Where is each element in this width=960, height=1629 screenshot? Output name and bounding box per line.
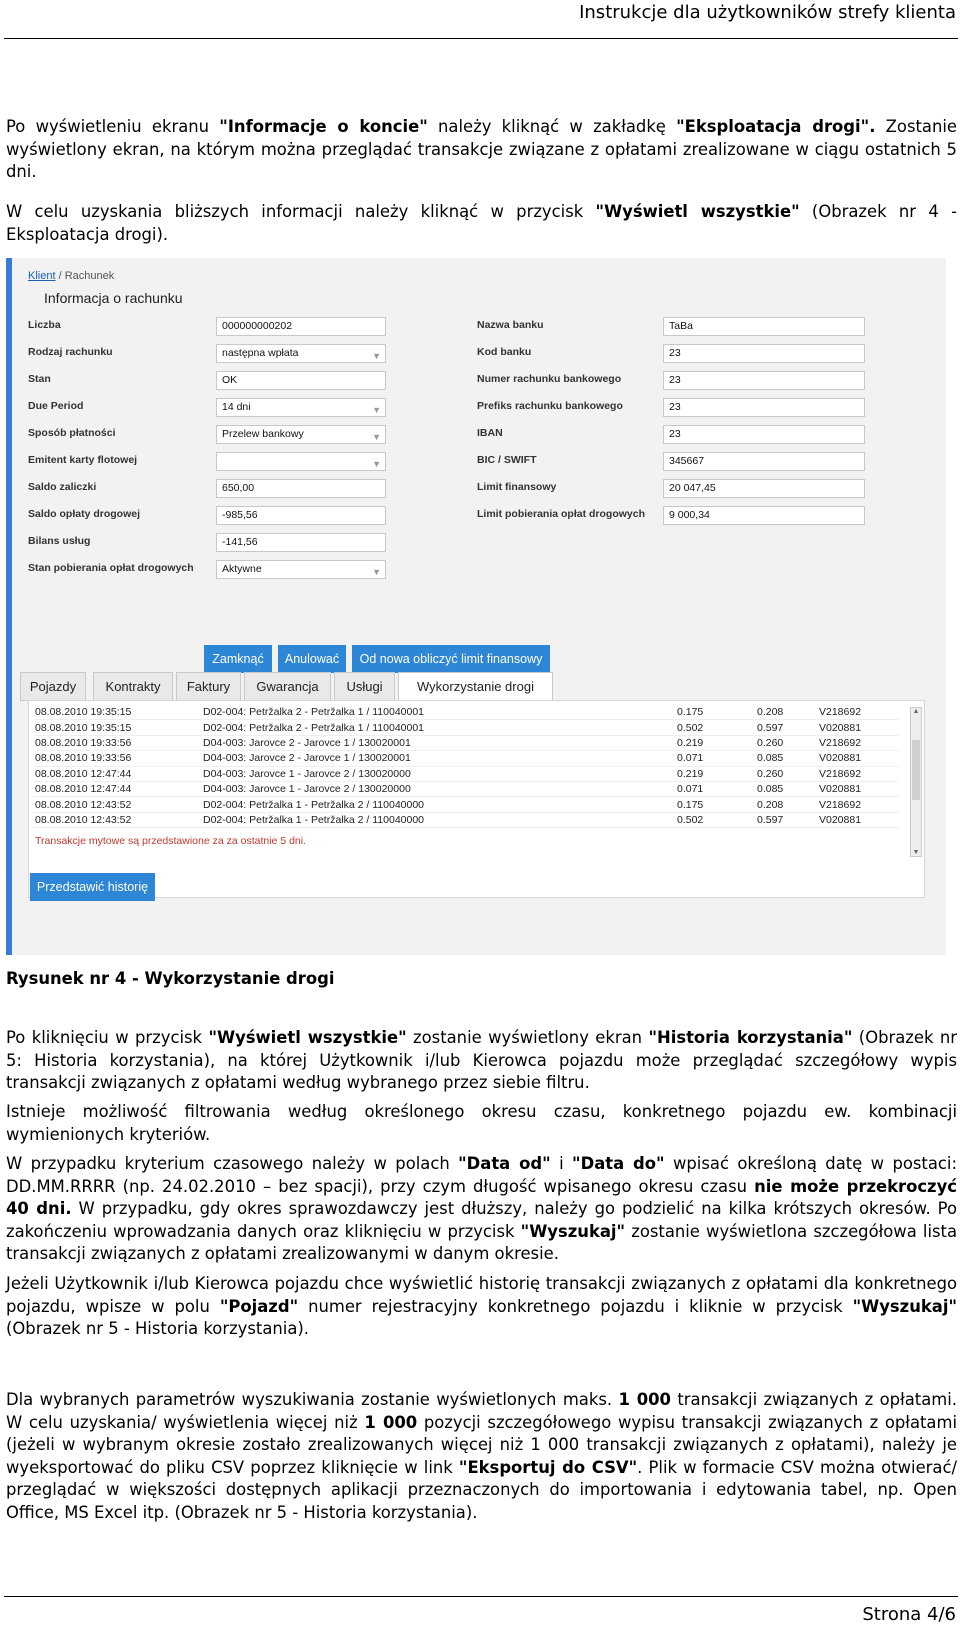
table-cell: 0.260 — [757, 766, 819, 781]
table-cell: V020881 — [819, 812, 899, 827]
field-label: Nazwa banku — [477, 319, 544, 331]
table-cell: D02-004: Petržalka 1 - Petržalka 2 / 110040000 — [203, 797, 677, 812]
field-value: następna wpłata — [222, 347, 299, 359]
account-info-title: Informacja o rachunku — [44, 290, 183, 306]
field-input[interactable] — [216, 533, 386, 552]
field-value: 14 dni — [222, 401, 251, 413]
tab-pojazdy[interactable]: Pojazdy — [20, 672, 86, 701]
field-label: Liczba — [28, 319, 61, 331]
field-select[interactable] — [216, 452, 386, 471]
field-input[interactable] — [216, 317, 386, 336]
field-value: -985,56 — [222, 509, 258, 521]
field-select[interactable] — [216, 425, 386, 444]
scroll-down-arrow-icon[interactable]: ▼ — [912, 849, 920, 856]
field-label: Bilans usług — [28, 535, 91, 547]
table-row[interactable] — [35, 735, 899, 750]
intro-paragraph-2: W celu uzyskania bliższych informacji należy kliknąć w przycisk "Wyświetl wszystkie" (Obrazek nr 4 - Eksploatacja drogi). — [6, 202, 957, 244]
table-cell: D02-004: Petržalka 1 - Petržalka 2 / 110040000 — [203, 812, 677, 827]
table-cell: 0.597 — [757, 812, 819, 827]
body-paragraph-2: Istnieje możliwość filtrowania według określonego okresu czasu, konkretnego pojazdu ew. kombinacji wymienionych kryteriów. — [6, 1102, 957, 1144]
figure-caption: Rysunek nr 4 - Wykorzystanie drogi — [6, 969, 335, 988]
table-cell: 08.08.2010 19:35:15 — [35, 705, 203, 720]
field-label: IBAN — [477, 427, 503, 439]
table-cell: V020881 — [819, 781, 899, 796]
close-button[interactable]: Zamknąć — [204, 645, 272, 673]
tab-usługi[interactable]: Usługi — [334, 672, 395, 701]
field-select[interactable] — [216, 560, 386, 579]
table-cell: 0.071 — [677, 751, 757, 766]
field-label: Limit pobierania opłat drogowych — [477, 508, 646, 520]
table-cell: V218692 — [819, 735, 899, 750]
scroll-thumb[interactable] — [912, 740, 920, 800]
table-cell: D04-003: Jarovce 2 - Jarovce 1 / 130020001 — [203, 735, 677, 750]
document-header-title: Instrukcje dla użytkowników strefy klienta — [579, 2, 956, 23]
field-label: Saldo zaliczki — [28, 481, 97, 493]
dropdown-arrow-icon[interactable]: ▼ — [372, 432, 381, 442]
field-input[interactable]: 23 — [663, 344, 865, 363]
field-label: Numer rachunku bankowego — [477, 373, 622, 385]
field-input[interactable]: 345667 — [663, 452, 865, 471]
table-cell: 0.085 — [757, 751, 819, 766]
field-value: Przelew bankowy — [222, 428, 304, 440]
field-input[interactable]: 23 — [663, 398, 865, 417]
page-number: Strona 4/6 — [862, 1604, 956, 1625]
field-label: Due Period — [28, 400, 84, 412]
table-cell: D02-004: Petržalka 2 - Petržalka 1 / 110040001 — [203, 720, 677, 735]
table-cell: 08.08.2010 12:43:52 — [35, 797, 203, 812]
table-cell: V020881 — [819, 751, 899, 766]
field-label: Kod banku — [477, 346, 532, 358]
field-input[interactable] — [216, 371, 386, 390]
table-cell: 0.502 — [677, 812, 757, 827]
field-select[interactable] — [216, 344, 386, 363]
table-row[interactable] — [35, 705, 899, 720]
table-cell: V218692 — [819, 766, 899, 781]
table-cell: 0.085 — [757, 781, 819, 796]
show-history-button[interactable]: Przedstawić historię — [30, 873, 155, 901]
table-scrollbar[interactable] — [910, 707, 922, 857]
field-label: Stan — [28, 373, 51, 385]
body-paragraph-3: W przypadku kryterium czasowego należy w polach "Data od" i "Data do" wpisać określoną datę w postaci: DD.MM.RRRR (np. 24.02.2010 – bez spacji), przy czym długość wpisanego okresu czasu nie może przekroczyć 40 dni. W przypadku, gdy okres sprawozdawczy jest dłuższy, należy go podzielić na kilka krótszych okresów. Po zakończeniu wprowadzania danych oraz kliknięciu w przycisk "Wyszukaj" zostanie wyświetlona szczegółowa lista transakcji związanych z opłatami zrealizowanymi w danym okresie. — [6, 1154, 958, 1264]
table-row[interactable] — [35, 812, 899, 827]
tab-gwarancja[interactable]: Gwarancja — [244, 672, 331, 701]
figure-4-screenshot — [6, 258, 946, 955]
intro-paragraph-1: Po wyświetleniu ekranu "Informacje o koncie" należy kliknąć w zakładkę "Eksploatacja drogi". Zostanie wyświetlony ekran, na którym można przeglądać transakcje związane z opłatami zrealizowane w ciągu ostatnich 5 dni. — [6, 117, 957, 182]
field-input[interactable]: 23 — [663, 425, 865, 444]
table-row[interactable] — [35, 766, 899, 781]
field-input[interactable] — [216, 506, 386, 525]
field-label: Stan pobierania opłat drogowych — [28, 562, 194, 574]
scroll-up-arrow-icon[interactable]: ▲ — [912, 708, 920, 715]
table-cell: 08.08.2010 12:43:52 — [35, 812, 203, 827]
table-cell: 0.502 — [677, 720, 757, 735]
field-value: -141,56 — [222, 536, 258, 548]
table-row[interactable] — [35, 720, 899, 735]
table-cell: 08.08.2010 19:35:15 — [35, 720, 203, 735]
screenshot-left-edge — [6, 258, 12, 955]
tab-faktury[interactable]: Faktury — [176, 672, 241, 701]
table-cell: 08.08.2010 12:47:44 — [35, 781, 203, 796]
field-label: Saldo opłaty drogowej — [28, 508, 141, 520]
table-cell: 0.071 — [677, 781, 757, 796]
transactions-table — [35, 705, 899, 828]
field-label: Rodzaj rachunku — [28, 346, 113, 358]
tab-wykorzystanie-drogi[interactable]: Wykorzystanie drogi — [398, 672, 553, 701]
dropdown-arrow-icon[interactable]: ▼ — [372, 567, 381, 577]
body-paragraph-1: Po kliknięciu w przycisk "Wyświetl wszystkie" zostanie wyświetlony ekran "Historia korzystania" (Obrazek nr 5: Historia korzystania), na której Użytkownik i/lub Kierowca pojazdu może przeglądać szczegółowy wypis transakcji związanych z opłatami według wybranego przez siebie filtru. — [6, 1028, 957, 1093]
field-input[interactable]: 23 — [663, 371, 865, 390]
field-value: 000000000202 — [222, 320, 293, 332]
field-label: Prefiks rachunku bankowego — [477, 400, 623, 412]
field-input[interactable] — [216, 479, 386, 498]
breadcrumb-current: / Rachunek — [55, 270, 115, 282]
table-cell: 0.219 — [677, 735, 757, 750]
body-paragraph-5: Dla wybranych parametrów wyszukiwania zostanie wyświetlonych maks. 1 000 transakcji związanych z opłatami. W celu uzyskania/ wyświetlenia więcej niż 1 000 pozycji szczegółowego wypisu transakcji związanych z opłatami (jeżeli w wybranym okresie zostało zrealizowanych więcej niż 1 000 transakcji związanych z opłatami), należy je wyeksportować do pliku CSV poprzez kliknięcie w link "Eksportuj do CSV". Plik w formacie CSV można otwierać/ przeglądać w większości dostępnych aplikacji przeznaczonych do importowania i edytowania tabel, np. Open Office, MS Excel itp. (Obrazek nr 5 - Historia korzystania). — [6, 1390, 957, 1522]
header-divider — [4, 38, 958, 39]
dropdown-arrow-icon[interactable]: ▼ — [372, 459, 381, 469]
transactions-notice: Transakcje mytowe są przedstawione za za ostatnie 5 dni. — [35, 835, 306, 847]
field-input[interactable]: TaBa — [663, 317, 865, 336]
cancel-button[interactable]: Anulować — [278, 645, 346, 673]
table-cell: V218692 — [819, 797, 899, 812]
dropdown-arrow-icon[interactable]: ▼ — [372, 405, 381, 415]
table-row[interactable] — [35, 781, 899, 796]
table-cell: V020881 — [819, 720, 899, 735]
table-cell: 08.08.2010 12:47:44 — [35, 766, 203, 781]
table-cell: D02-004: Petržalka 2 - Petržalka 1 / 110040001 — [203, 705, 677, 720]
table-cell: 0.175 — [677, 705, 757, 720]
table-cell: D04-003: Jarovce 1 - Jarovce 2 / 130020000 — [203, 781, 677, 796]
table-cell: D04-003: Jarovce 2 - Jarovce 1 / 130020001 — [203, 751, 677, 766]
field-label: BIC / SWIFT — [477, 454, 537, 466]
table-row[interactable] — [35, 797, 899, 812]
table-cell: V218692 — [819, 705, 899, 720]
table-cell: 0.208 — [757, 705, 819, 720]
dropdown-arrow-icon[interactable]: ▼ — [372, 351, 381, 361]
table-row[interactable] — [35, 751, 899, 766]
table-cell: 0.219 — [677, 766, 757, 781]
field-value: Aktywne — [222, 563, 262, 575]
breadcrumb — [28, 270, 114, 282]
table-cell: D04-003: Jarovce 1 - Jarovce 2 / 130020000 — [203, 766, 677, 781]
field-input[interactable]: 20 047,45 — [663, 479, 865, 498]
road-usage-panel — [28, 700, 925, 898]
field-value: 650,00 — [222, 482, 255, 494]
footer-divider — [4, 1596, 958, 1597]
table-cell: 08.08.2010 19:33:56 — [35, 751, 203, 766]
field-value: OK — [222, 374, 238, 386]
field-select[interactable] — [216, 398, 386, 417]
recalculate-limit-button[interactable]: Od nowa obliczyć limit finansowy — [352, 645, 550, 673]
tab-kontrakty[interactable]: Kontrakty — [93, 672, 173, 701]
table-cell: 08.08.2010 19:33:56 — [35, 735, 203, 750]
table-cell: 0.175 — [677, 797, 757, 812]
field-input[interactable]: 9 000,34 — [663, 506, 865, 525]
field-label: Emitent karty flotowej — [28, 454, 138, 466]
table-cell: 0.597 — [757, 720, 819, 735]
table-cell: 0.260 — [757, 735, 819, 750]
field-label: Sposób płatności — [28, 427, 116, 439]
field-label: Limit finansowy — [477, 481, 557, 493]
table-cell: 0.208 — [757, 797, 819, 812]
body-paragraph-4: Jeżeli Użytkownik i/lub Kierowca pojazdu chce wyświetlić historię transakcji związanych z opłatami dla konkretnego pojazdu, wpisze w polu "Pojazd" numer rejestracyjny konkretnego pojazdu i kliknie w przycisk "Wyszukaj" (Obrazek nr 5 - Historia korzystania). — [6, 1274, 957, 1339]
breadcrumb-link-klient[interactable]: Klient — [28, 270, 56, 282]
